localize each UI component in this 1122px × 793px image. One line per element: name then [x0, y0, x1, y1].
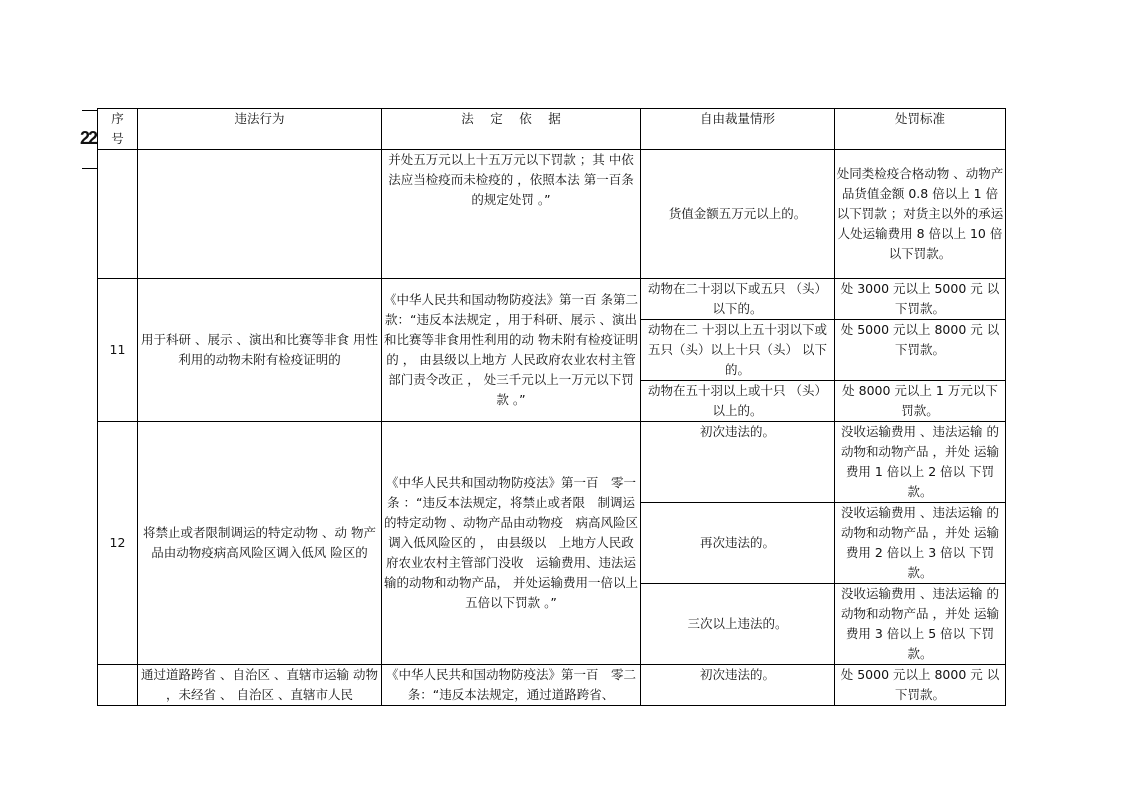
table-header-row: [98, 109, 1006, 150]
row-situation: 动物在二 十羽以上五十羽以下或五只（头）以上十只（头） 以下的。: [641, 320, 835, 381]
row-situation: 初次违法的。: [641, 422, 835, 503]
row-standard: 处 5000 元以上 8000 元 以下罚款。: [835, 320, 1006, 381]
row-seq: 12: [98, 422, 138, 665]
row-seq: [98, 150, 138, 279]
row-act: 将禁止或者限制调运的特定动物 、动 物产品由动物疫病高风险区调入低风 险区的: [138, 422, 382, 665]
table-row: [98, 150, 1006, 279]
page-number: 22: [80, 128, 97, 148]
row-basis: 《中华人民共和国动物防疫法》第一百 零二条：“违反本法规定，通过道路跨省、: [382, 665, 641, 706]
row-standard: 处同类检疫合格动物 、动物产品货值金额 0.8 倍以上 1 倍以下罚款 ；对货主以外的承运人处运输费用 8 倍以上 10 倍以下罚款。: [835, 150, 1006, 279]
row-standard: 处 3000 元以上 5000 元 以下罚款。: [835, 279, 1006, 320]
margin-rule-bottom: [82, 168, 98, 169]
row-situation: 初次违法的。: [641, 665, 835, 706]
table-row: [98, 279, 1006, 320]
header-situation: 自由裁量情形: [641, 109, 835, 150]
header-act: 违法行为: [138, 109, 382, 150]
penalty-standards-table: [97, 108, 1006, 706]
row-act: [138, 150, 382, 279]
row-standard: 处 5000 元以上 8000 元 以下罚款。: [835, 665, 1006, 706]
margin-rule-top: [82, 110, 98, 111]
row-act: 用于科研 、展示 、演出和比赛等非食 用性利用的动物未附有检疫证明的: [138, 279, 382, 422]
row-act: 通过道路跨省 、自治区 、直辖市运输 动物 ，未经省 、 自治区 、直辖市人民: [138, 665, 382, 706]
row-situation: 再次违法的。: [641, 503, 835, 584]
row-situation: 动物在五十羽以上或十只 （头）以上的。: [641, 381, 835, 422]
header-seq: 序 号: [98, 109, 138, 150]
row-seq: [98, 665, 138, 706]
row-standard: 没收运输费用 、违法运输 的动物和动物产品 ，并处 运输费用 3 倍以上 5 倍以 下罚款。: [835, 584, 1006, 665]
row-situation: 动物在二十羽以下或五只 （头）以下的。: [641, 279, 835, 320]
row-basis: 《中华人民共和国动物防疫法》第一百 零一条 ：“违反本法规定，将禁止或者限 制调运的特定动物 、动物产品由动物疫 病高风险区调入低风险区的 ， 由县级以 上地方人民政府农业农村主管部门没收 运输费用、违法运输的动物和动物产品， 并处运输费用一倍以上五倍以下罚款 。”: [382, 422, 641, 665]
row-situation: 三次以上违法的。: [641, 584, 835, 665]
table-row: [98, 422, 1006, 503]
header-standard: 处罚标准: [835, 109, 1006, 150]
row-standard: 没收运输费用 、违法运输 的动物和动物产品 ，并处 运输费用 2 倍以上 3 倍以 下罚款。: [835, 503, 1006, 584]
row-standard: 处 8000 元以上 1 万元以下罚款。: [835, 381, 1006, 422]
row-basis: 《中华人民共和国动物防疫法》第一百 条第二款：“违反本法规定 ，用于科研、展示 、演出和比赛等非食用性利用的动 物未附有检疫证明的 ， 由县级以上地方 人民政府农业农村主管部门责令改正 ， 处三千元以上一万元以下罚款 。”: [382, 279, 641, 422]
header-basis: 法 定 依 据: [382, 109, 641, 150]
row-standard: 没收运输费用 、违法运输 的动物和动物产品 ，并处 运输费用 1 倍以上 2 倍以 下罚款。: [835, 422, 1006, 503]
row-seq: 11: [98, 279, 138, 422]
row-basis: 并处五万元以上十五万元以下罚款 ；其 中依法应当检疫而未检疫的 ，依照本法 第一百条的规定处罚 。”: [382, 150, 641, 279]
row-situation: 货值金额五万元以上的。: [641, 150, 835, 279]
table-row: [98, 665, 1006, 706]
